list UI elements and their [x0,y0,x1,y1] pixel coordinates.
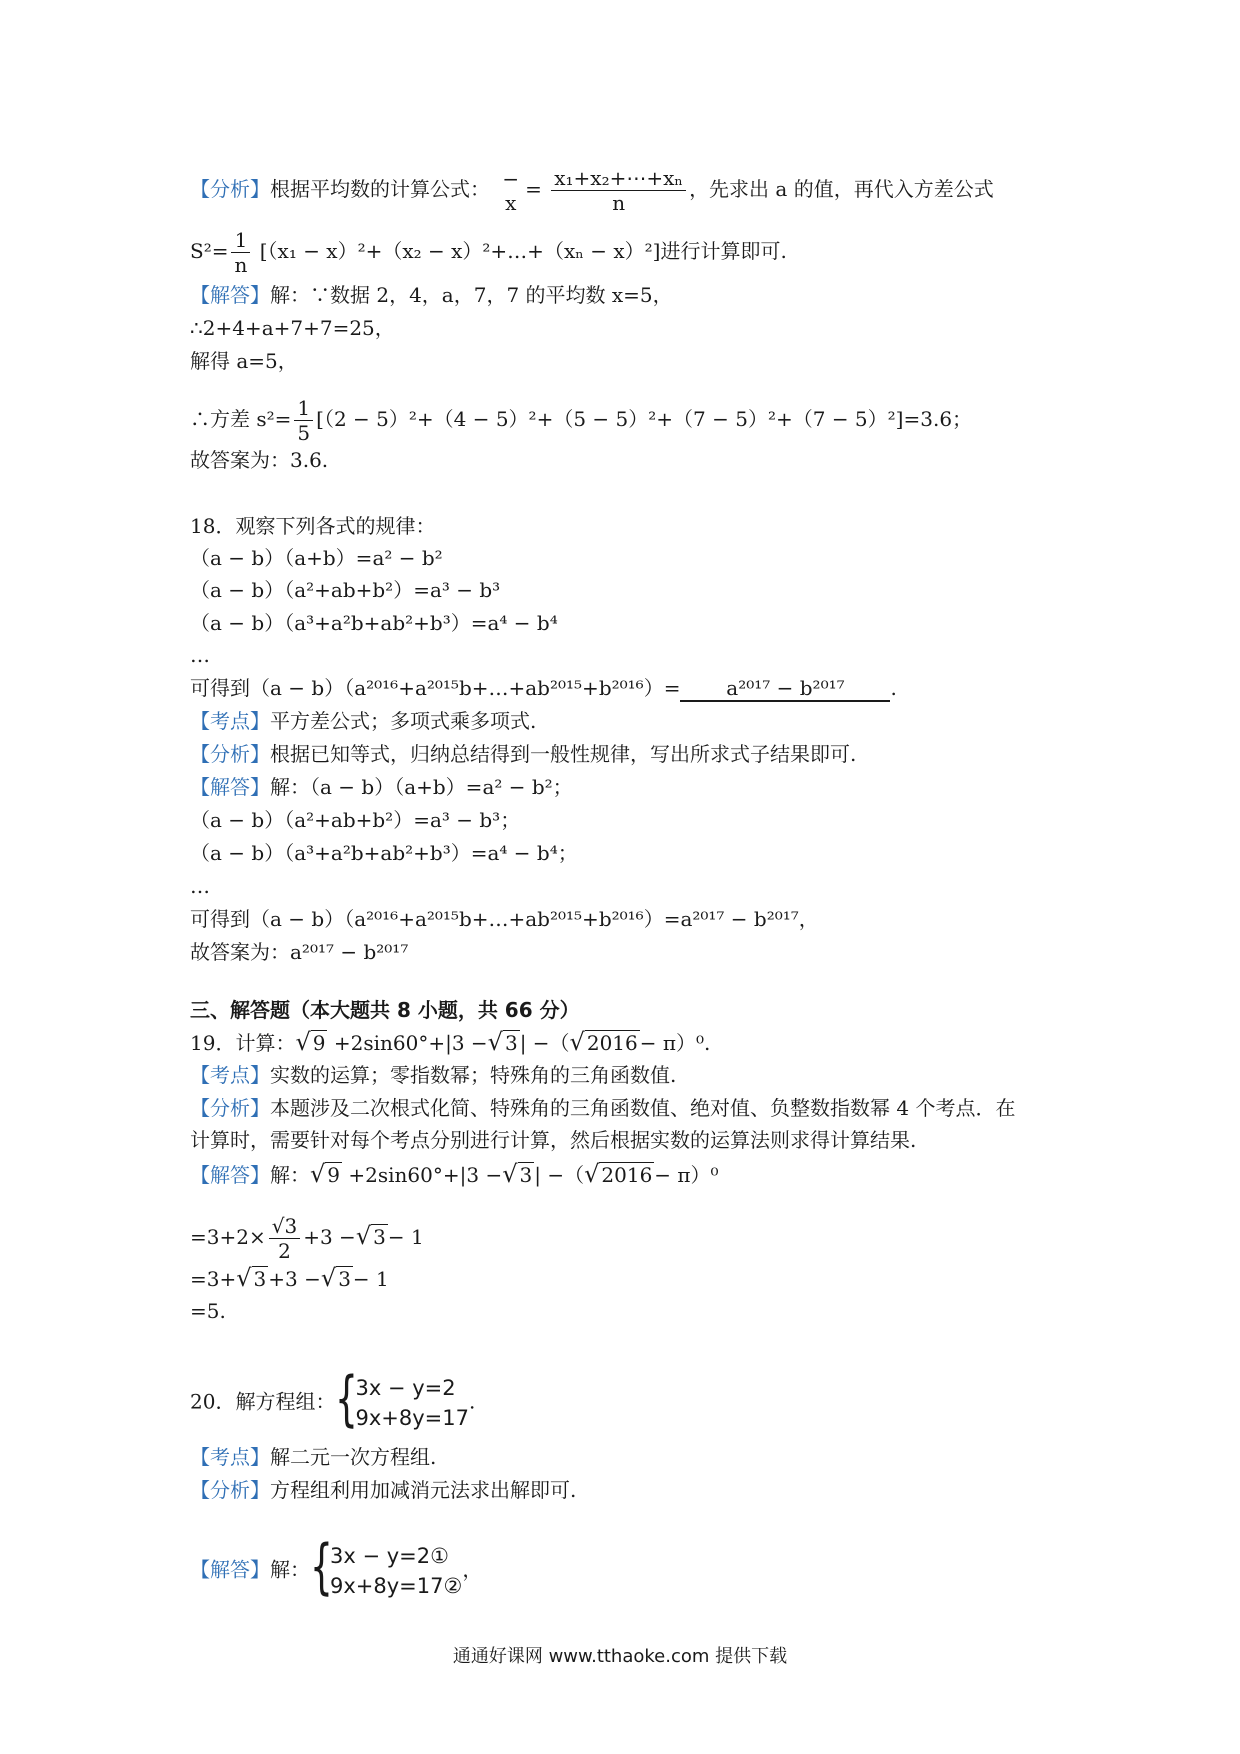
q18-line-2: （a − b）（a²+ab+b²）=a³ − b³ [190,578,501,602]
q18-analysis: 【分析】根据已知等式，归纳总结得到一般性规律，写出所求式子结果即可. [190,742,857,766]
q17-variance-formula: S²= $\frac{1}{n}$ [（x₁ − x）²+（x₂ − x）²+…+（xₙ − x）²]进行计算即可. [190,228,787,277]
q18-solution-6: 故答案为：a²⁰¹⁷ − b²⁰¹⁷ [190,940,409,964]
q17-solution-1: 【解答】解：∵数据 2，4，a，7，7 的平均数 x=5， [190,283,673,307]
q19-kaodian: 【考点】实数的运算；零指数幂；特殊角的三角函数值. [190,1063,677,1087]
q18-solution-3: （a − b）（a³+a²b+ab²+b³）=a⁴ − b⁴； [190,841,578,865]
section-3-heading: 三、解答题（本大题共 8 小题，共 66 分） [190,998,580,1022]
q20-kaodian: 【考点】解二元一次方程组. [190,1445,437,1469]
q20-numbered-system: { 3x − y=2① 9x+8y=17② [310,1532,463,1602]
q19-title: 19．计算：√ 9 +2sin60°+|3 −√ 3 | −（√ 2016 − π）⁰. [190,1028,711,1056]
q19-step-2: =3+√ 3 +3 −√ 3 − 1 [190,1264,389,1292]
q20-solution: 【解答】解： { 3x − y=2① 9x+8y=17② ， [190,1532,483,1602]
footer-source: 通通好课网 www.tthaoke.com 提供下载 [452,1646,788,1667]
q19-analysis-1: 【分析】本题涉及二次根式化简、特殊角的三角函数值、绝对值、负整数指数幂 4 个考点．在 [190,1096,1016,1120]
q20-equation-system: { 3x − y=2 9x+8y=17 [335,1364,469,1434]
q18-solution-5: 可得到（a − b）（a²⁰¹⁶+a²⁰¹⁵b+…+ab²⁰¹⁵+b²⁰¹⁶）=a²⁰¹⁷ − b²⁰¹⁷， [190,907,819,931]
q19-solution: 【解答】解：√ 9 +2sin60°+|3 −√ 3 | −（√ 2016 − π）⁰ [190,1160,719,1188]
q17-solution-2: ∴2+4+a+7+7=25， [190,316,395,340]
mean-symbol: − x [502,166,520,215]
q18-solution-1: 【解答】解：（a − b）（a+b）=a² − b²； [190,775,573,799]
q18-solution-2: （a − b）（a²+ab+b²）=a³ − b³； [190,808,521,832]
q19-step-1: =3+2× $\frac{√3}{2}$ +3 −√ 3 − 1 [190,1214,424,1263]
q18-line-1: （a − b）（a+b）=a² − b² [190,546,443,570]
q18-solution-4: … [190,874,210,898]
q18-kaodian: 【考点】平方差公式；多项式乘多项式. [190,709,537,733]
q18-title: 18．观察下列各式的规律： [190,514,436,538]
q19-analysis-2: 计算时，需要针对每个考点分别进行计算，然后根据实数的运算法则求得计算结果. [190,1128,917,1152]
q18-answer-blank: a²⁰¹⁷ − b²⁰¹⁷ [680,676,890,702]
q17-solution-5: 故答案为：3.6. [190,448,329,472]
mean-formula-fraction: $\frac{\text{x₁+x₂+⋯+xₙ}}{n}$ [551,166,686,215]
q20-title: 20．解方程组： { 3x − y=2 9x+8y=17 . [190,1364,476,1434]
q18-question: 可得到（a − b）（a²⁰¹⁶+a²⁰¹⁵b+…+ab²⁰¹⁵+b²⁰¹⁶）= a²⁰¹⁷ − b²⁰¹⁷ . [190,676,897,700]
tag-analysis: 【分析】 [190,177,270,201]
q17-solution-4: ∴方差 s²= $\frac{1}{5}$ [（2 − 5）²+（4 − 5）²+（5 − 5）²+（7 − 5）²+（7 − 5）²]=3.6； [190,396,973,445]
q20-analysis: 【分析】方程组利用加减消元法求出解即可. [190,1478,577,1502]
q17-analysis-line: 【分析】根据平均数的计算公式： − x = $\frac{\text{x₁+x₂+⋯+xₙ}}{n}$ ，先求出 a 的值，再代入方差公式 [190,166,994,215]
q17-solution-3: 解得 a=5， [190,349,298,373]
q18-dots: … [190,643,210,667]
q18-line-3: （a − b）（a³+a²b+ab²+b³）=a⁴ − b⁴ [190,611,558,635]
q19-step-3: =5. [190,1299,226,1323]
